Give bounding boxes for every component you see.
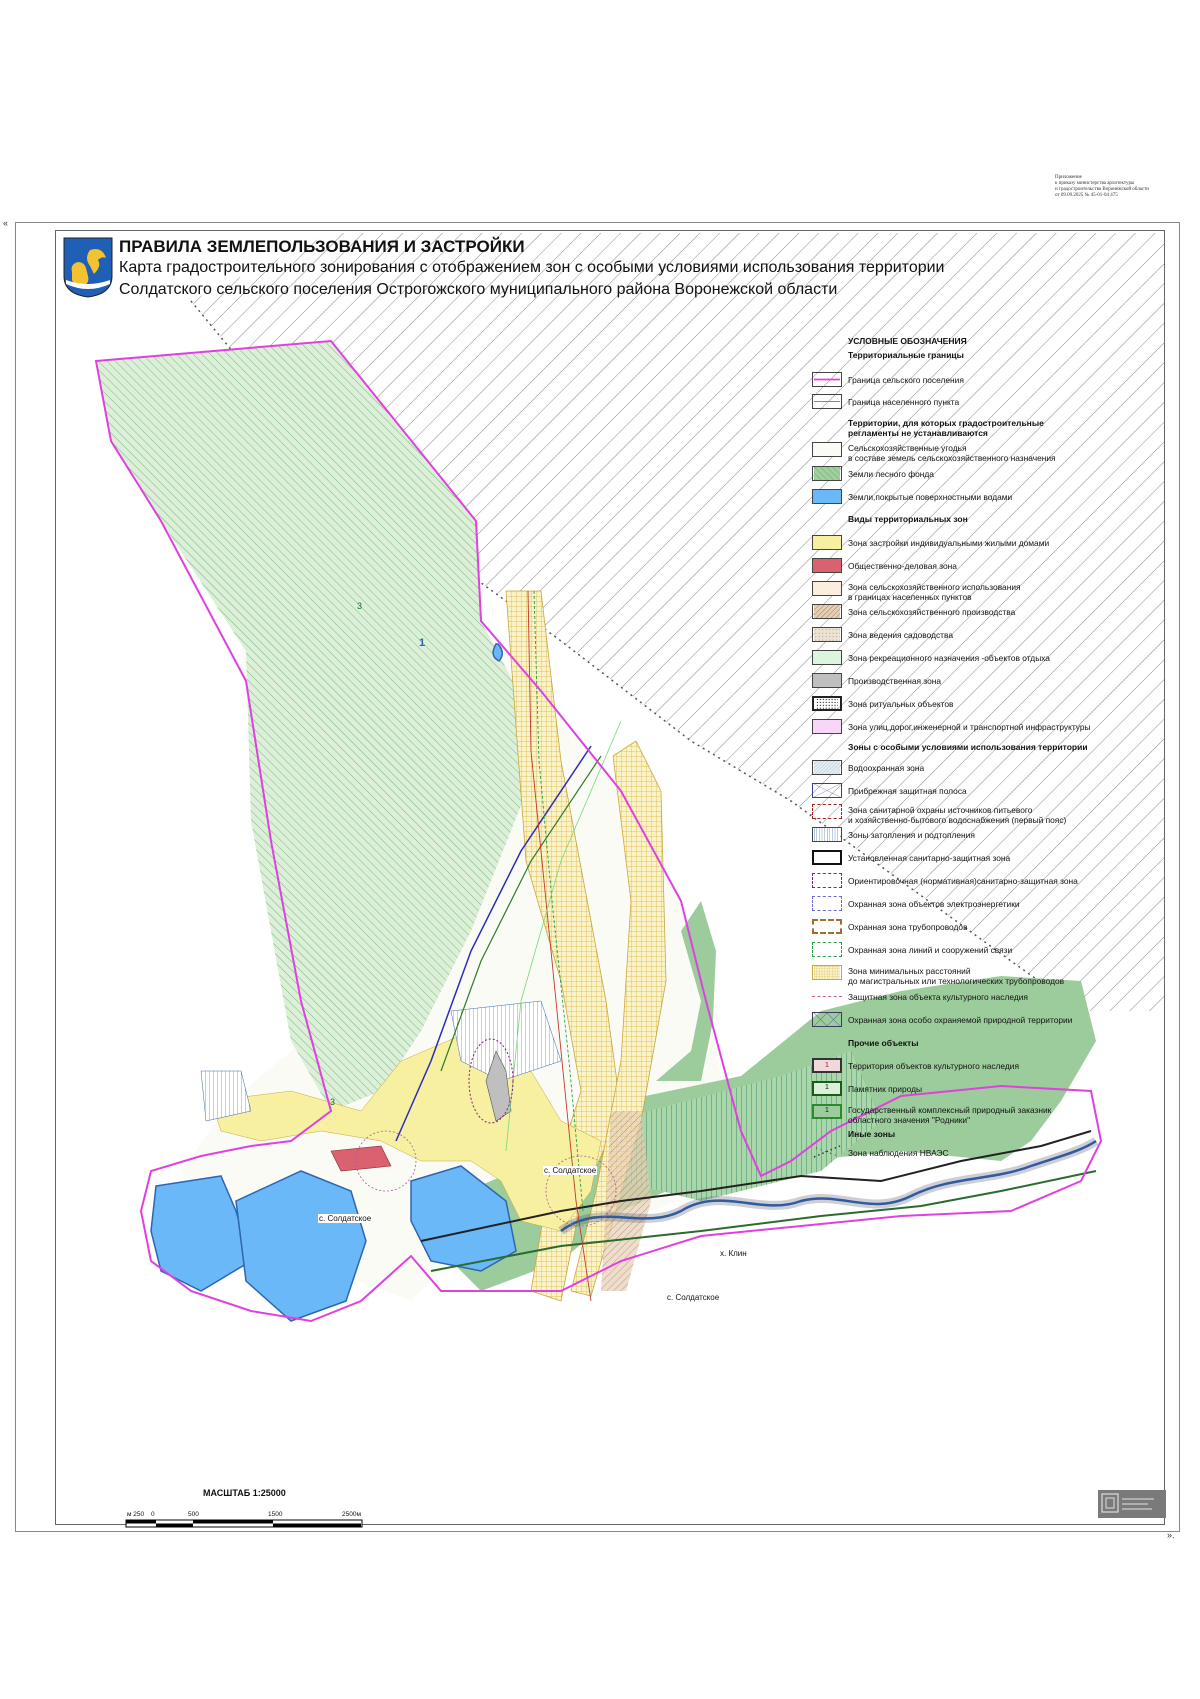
legend-item (812, 850, 1112, 868)
legend-label: Зона минимальных расстояний (848, 966, 971, 976)
legend-swatch (812, 719, 842, 734)
legend-swatch: 1 (812, 1104, 842, 1119)
stamp-block (1098, 1490, 1166, 1518)
legend-swatch (812, 827, 842, 842)
scale-tick-label: 2500м (342, 1511, 361, 1518)
legend-swatch (812, 1012, 842, 1027)
legend-item (812, 965, 1112, 986)
scale-tick-label: 500 (188, 1511, 199, 1518)
legend-swatch (812, 442, 842, 457)
legend-label: Охранная зона трубопроводов (848, 922, 968, 932)
legend-swatch (812, 783, 842, 798)
legend-label: Зона улиц,дорог,инженерной и транспортной инфраструктуры (848, 722, 1091, 732)
legend-label: Ориентировочная (нормативная)санитарно-защитная зона (848, 876, 1078, 886)
legend-swatch (812, 850, 842, 865)
legend-label: Государственный комплексный природный заказник (848, 1105, 1052, 1115)
stamp-logo-icon (1098, 1490, 1166, 1518)
zone-number-label: 3 (330, 1097, 336, 1107)
legend-label: Граница сельского поселения (848, 375, 964, 385)
legend-label: Зона санитарной охраны источников питьевого (848, 805, 1033, 815)
scale-title: МАСШТАБ 1:25000 (203, 1488, 286, 1498)
legend-swatch (812, 604, 842, 619)
open-quote-mark: « (3, 218, 9, 228)
legend-label: Зона сельскохозяйственного производства (848, 607, 1016, 617)
legend-item (812, 627, 1112, 645)
legend-label: Памятник природы (848, 1084, 923, 1094)
legend-label: Зона сельскохозяйственного использования (848, 582, 1021, 592)
legend-label: Земли,покрытые поверхностными водами (848, 492, 1013, 502)
legend-swatch (812, 489, 842, 504)
title-subtitle: Солдатского сельского поселения Острогожского муниципального района Воронежской области (119, 281, 838, 298)
coat-of-arms-icon (62, 236, 114, 298)
approval-line: от 09.09.2025 № 45-01-04 475 (1055, 193, 1118, 198)
legend-label: Производственная зона (848, 676, 942, 686)
legend-item (812, 942, 1112, 960)
legend-item (812, 489, 1112, 507)
legend-group-misc: Иные зоны (848, 1129, 896, 1139)
scale-bar (125, 1519, 365, 1529)
legend-item (812, 760, 1112, 778)
legend-label: в границах населенных пунктов (848, 592, 972, 602)
legend-item (812, 581, 1112, 602)
legend-item (812, 804, 1112, 825)
legend-heading: УСЛОВНЫЕ ОБОЗНАЧЕНИЯ (848, 336, 967, 346)
legend-label: Прибрежная защитная полоса (848, 786, 967, 796)
legend-item (812, 558, 1112, 576)
legend-item (812, 1144, 1112, 1162)
legend-group-other: Прочие объекты (848, 1038, 919, 1048)
settlement-label: с. Солдатское (544, 1166, 597, 1175)
water-number-label: 1 (419, 637, 426, 649)
water-body (236, 1171, 366, 1321)
zone-number-label: 3 (357, 601, 363, 611)
legend-group-boundaries: Территориальные границы (848, 350, 964, 360)
legend-label: Сельскохозяйственные угодья (848, 443, 967, 453)
legend-item (812, 372, 1112, 390)
settlement-label: х. Клин (720, 1249, 747, 1258)
close-quote-mark: ». (1167, 1530, 1175, 1540)
legend-item (812, 466, 1112, 484)
legend-item (812, 1012, 1112, 1030)
legend-swatch (812, 1144, 842, 1159)
legend-label: Установленная санитарно-защитная зона (848, 853, 1011, 863)
legend-swatch (812, 627, 842, 642)
settlement-label: с. Солдатское (667, 1293, 720, 1302)
legend-item (812, 696, 1112, 714)
approval-line: к приказу министерства архитектуры (1055, 181, 1135, 186)
legend-swatch: 1 (812, 1081, 842, 1096)
legend-swatch: 1 (812, 1058, 842, 1073)
legend-label: Зона рекреационного назначения -объектов отдыха (848, 653, 1050, 663)
legend-swatch (812, 873, 842, 888)
legend-swatch (812, 760, 842, 775)
scale-tick-label: 0 (151, 1511, 155, 1518)
legend-swatch (812, 804, 842, 819)
legend-item (812, 827, 1112, 845)
legend-label: до магистральных или технологических трубопроводов (848, 976, 1065, 986)
legend-group-special: Зоны с особыми условиями использования территории (848, 742, 1088, 752)
legend-item (812, 896, 1112, 914)
legend-swatch (812, 535, 842, 550)
legend-swatch (812, 965, 842, 980)
legend-item (812, 1104, 1112, 1125)
legend-label: Охранная зона объектов электроэнергетики (848, 899, 1020, 909)
legend-swatch (812, 996, 842, 998)
legend-item (812, 919, 1112, 937)
legend-label: и хозяйственно-бытового водоснабжения (первый пояс) (848, 815, 1067, 825)
legend-swatch (812, 650, 842, 665)
legend-item (812, 873, 1112, 891)
legend-item (812, 442, 1112, 463)
legend-swatch (812, 581, 842, 596)
legend-swatch (812, 919, 842, 934)
legend-label: Зона наблюдения НВАЭС (848, 1148, 949, 1158)
scale-tick-label: м 250 (127, 1511, 145, 1518)
title-main: ПРАВИЛА ЗЕМЛЕПОЛЬЗОВАНИЯ И ЗАСТРОЙКИ (119, 237, 525, 256)
legend-swatch (812, 896, 842, 911)
legend-group-zones: Виды территориальных зон (848, 514, 968, 524)
legend-swatch (812, 466, 842, 481)
legend-item (812, 1081, 1112, 1099)
legend-group-no-regulations: Территории, для которых градостроительные (848, 418, 1044, 428)
legend-swatch (812, 942, 842, 957)
legend-swatch (812, 696, 842, 711)
legend-item (812, 535, 1112, 553)
legend-label: Граница населенного пункта (848, 397, 960, 407)
approval-note (1055, 175, 1149, 199)
settlement-label: с. Солдатское (319, 1214, 372, 1223)
legend-label: Зона ритуальных объектов (848, 699, 954, 709)
legend-label: Защитная зона объекта культурного наследия (848, 992, 1028, 1002)
legend-label: Охранная зона линий и сооружений связи (848, 945, 1013, 955)
legend-item (812, 650, 1112, 668)
legend-swatch (812, 394, 842, 409)
legend-swatch (812, 558, 842, 573)
legend-item (812, 719, 1112, 737)
legend-item (812, 673, 1112, 691)
approval-line: Приложение (1055, 175, 1082, 180)
legend-label: Зона застройки индивидуальными жилыми домами (848, 538, 1050, 548)
legend-item (812, 1058, 1112, 1076)
scale-tick-label: 1500 (268, 1511, 283, 1518)
legend-item (812, 783, 1112, 801)
legend-label: Зоны затопления и подтопления (848, 830, 975, 840)
legend-label: Охранная зона особо охраняемой природной территории (848, 1015, 1073, 1025)
legend-swatch (812, 673, 842, 688)
legend-item (812, 989, 1112, 1007)
legend-label: областного значения "Родники" (848, 1115, 971, 1125)
legend-item (812, 604, 1112, 622)
title-subtitle: Карта градостроительного зонирования с отображением зон с особыми условиями использования территории (119, 259, 945, 276)
legend-label: в составе земель сельскохозяйственного назначения (848, 453, 1056, 463)
legend-label: Земли лесного фонда (848, 469, 934, 479)
approval-line: и градостроительства Воронежской области (1055, 187, 1149, 192)
legend-label: Территория объектов культурного наследия (848, 1061, 1020, 1071)
legend-label: Водоохранная зона (848, 763, 925, 773)
legend-item (812, 394, 1112, 412)
legend-label: Зона ведения садоводства (848, 630, 954, 640)
legend-label: Общественно-деловая зона (848, 561, 957, 571)
legend-group-no-regulations: регламенты не устанавливаются (848, 428, 988, 438)
legend-swatch (812, 372, 842, 387)
